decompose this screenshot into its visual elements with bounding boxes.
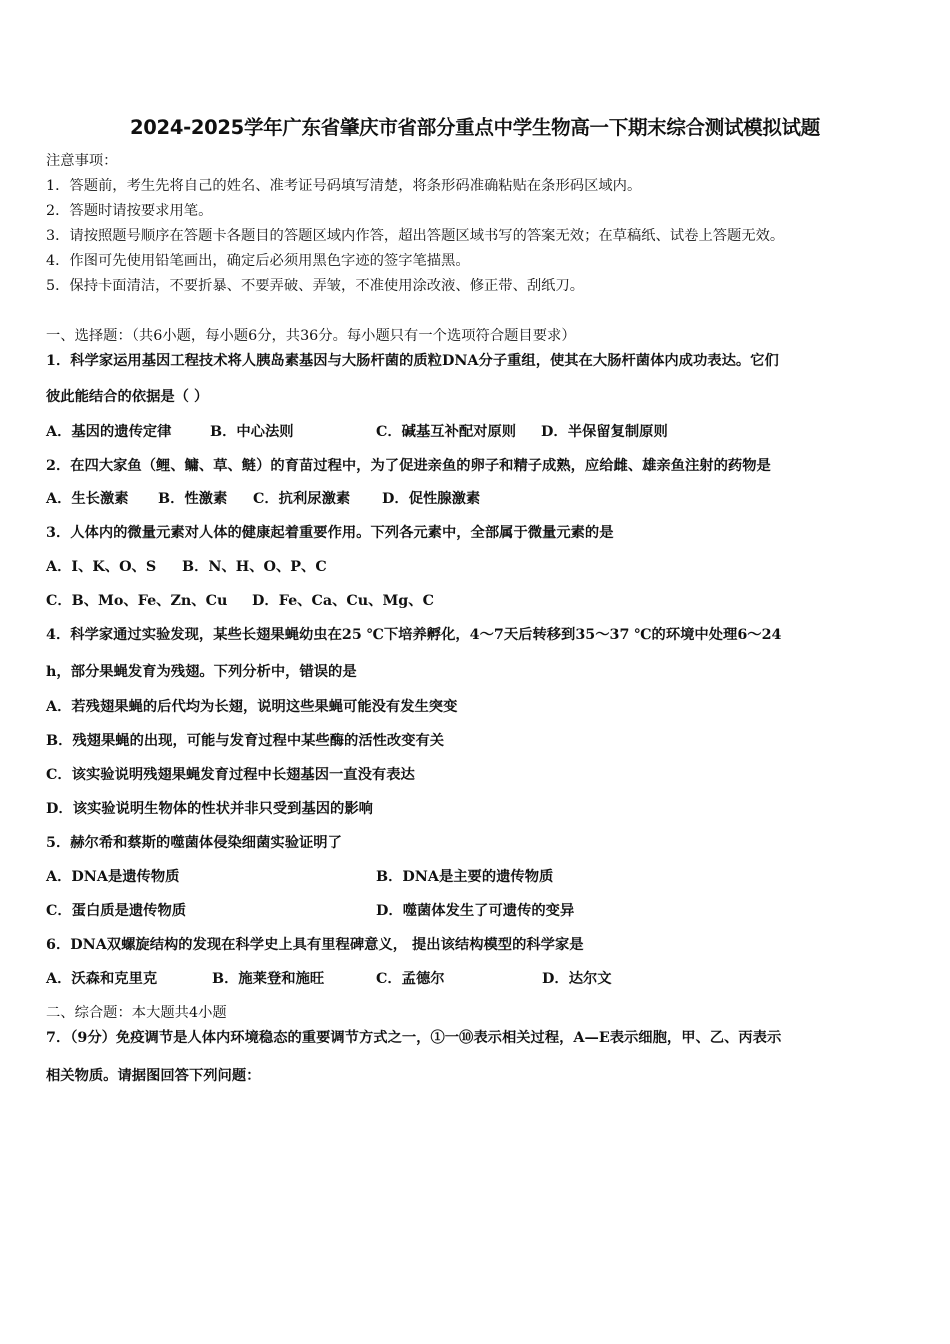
question-7-stem: 7．（9分）免疫调节是人体内环境稳态的重要调节方式之一，①一⑩表示相关过程，A—E表示细胞，甲、乙、丙表示	[46, 1030, 782, 1046]
notice-item: 1．答题前，考生先将自己的姓名、准考证号码填写清楚，将条形码准确粘贴在条形码区域内。	[46, 178, 642, 194]
question-4-stem: 4．科学家通过实验发现，某些长翅果蝇幼虫在25 ℃下培养孵化，4～7天后转移到35～37 ℃的环境中处理6～24	[46, 627, 782, 643]
page-title: 2024-2025学年广东省肇庆市省部分重点中学生物高一下期末综合测试模拟试题	[130, 116, 820, 139]
question-3-stem: 3．人体内的微量元素对人体的健康起着重要作用。下列各元素中，全部属于微量元素的是	[46, 525, 614, 541]
notice-item: 4．作图可先使用铅笔画出，确定后必须用黑色字迹的签字笔描黑。	[46, 253, 470, 269]
option-b: B．残翅果蝇的出现，可能与发育过程中某些酶的活性改变有关	[46, 733, 445, 749]
notice-item: 2．答题时请按要求用笔。	[46, 203, 213, 219]
question-4-stem: h，部分果蝇发育为残翅。下列分析中，错误的是	[46, 664, 357, 680]
notice-item: 3．请按照题号顺序在答题卡各题目的答题区域内作答，超出答题区域书写的答案无效；在草稿纸、试卷上答题无效。	[46, 228, 785, 244]
option-a: A．I、K、O、S	[46, 559, 157, 575]
question-1-stem: 1．科学家运用基因工程技术将人胰岛素基因与大肠杆菌的质粒DNA分子重组，使其在大肠杆菌体内成功表达。它们	[46, 353, 779, 369]
option-c: C．蛋白质是遗传物质	[46, 903, 187, 919]
question-7-stem: 相关物质。请据图回答下列问题：	[46, 1068, 261, 1084]
option-d: D．Fe、Ca、Cu、Mg、C	[252, 593, 434, 609]
option-c: C．孟德尔	[376, 971, 445, 987]
option-d: D．该实验说明生物体的性状并非只受到基因的影响	[46, 801, 373, 817]
option-d: D．促性腺激素	[382, 491, 481, 507]
question-5-stem: 5．赫尔希和蔡斯的噬菌体侵染细菌实验证明了	[46, 835, 342, 851]
option-a: A．基因的遗传定律	[46, 424, 172, 440]
question-6-stem: 6．DNA双螺旋结构的发现在科学史上具有里程碑意义， 提出该结构模型的科学家是	[46, 937, 584, 953]
option-b: B．性激素	[158, 491, 228, 507]
option-d: D．达尔文	[542, 971, 612, 987]
option-a: A．若残翅果蝇的后代均为长翅，说明这些果蝇可能没有发生突变	[46, 699, 458, 715]
notice-item: 5．保持卡面清洁，不要折暴、不要弄破、弄皱，不准使用涂改液、修正带、刮纸刀。	[46, 278, 585, 294]
option-a: A．DNA是遗传物质	[46, 869, 180, 885]
question-1-stem: 彼此能结合的依据是（ ）	[46, 389, 209, 405]
option-c: C．抗利尿激素	[253, 491, 351, 507]
option-c: C．该实验说明残翅果蝇发育过程中长翅基因一直没有表达	[46, 767, 415, 783]
option-c: C．B、Mo、Fe、Zn、Cu	[46, 593, 228, 609]
section2-heading: 二、综合题：本大题共4小题	[46, 1005, 227, 1021]
option-b: B．DNA是主要的遗传物质	[376, 869, 554, 885]
section1-heading: 一、选择题：（共6小题，每小题6分，共36分。每小题只有一个选项符合题目要求）	[46, 328, 576, 344]
option-b: B．施莱登和施旺	[212, 971, 325, 987]
notice-heading: 注意事项：	[46, 153, 118, 169]
question-2-stem: 2．在四大家鱼（鲤、鳙、草、鲢）的育苗过程中，为了促进亲鱼的卵子和精子成熟，应给雌、雄亲鱼注射的药物是	[46, 458, 771, 474]
option-c: C．碱基互补配对原则	[376, 424, 517, 440]
option-a: A．沃森和克里克	[46, 971, 158, 987]
option-b: B．N、H、O、P、C	[182, 559, 327, 575]
option-b: B．中心法则	[210, 424, 294, 440]
option-d: D．噬菌体发生了可遗传的变异	[376, 903, 575, 919]
option-a: A．生长激素	[46, 491, 129, 507]
option-d: D．半保留复制原则	[541, 424, 668, 440]
